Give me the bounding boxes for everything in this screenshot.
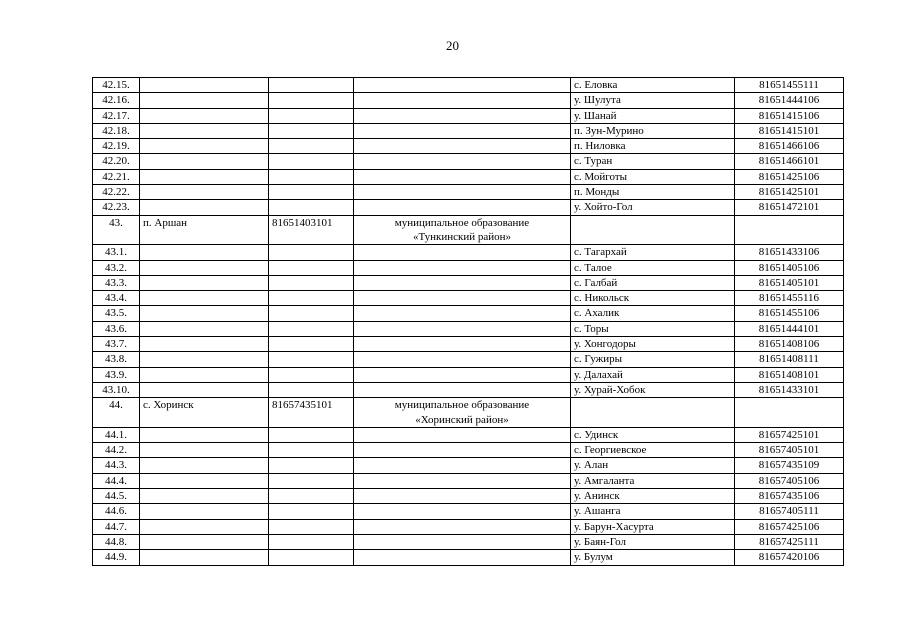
- table-row: [93, 169, 844, 184]
- settlement-oktmo: 81651466101: [735, 154, 844, 169]
- municipal-formation: [354, 473, 571, 488]
- settlement-oktmo: 81651425106: [735, 169, 844, 184]
- settlement-oktmo: 81657405111: [735, 504, 844, 519]
- municipal-formation: [354, 154, 571, 169]
- row-number: 44.7.: [93, 519, 140, 534]
- center-name: [140, 382, 269, 397]
- municipal-formation-line2: «Хоринский район»: [415, 413, 509, 426]
- center-name: [140, 458, 269, 473]
- center-oktmo: [269, 382, 354, 397]
- settlement-name: у. Далахай: [571, 367, 735, 382]
- row-number: 43.: [93, 215, 140, 245]
- settlement-oktmo: 81657405101: [735, 443, 844, 458]
- row-number: 42.16.: [93, 93, 140, 108]
- center-name: [140, 291, 269, 306]
- row-number: 43.2.: [93, 260, 140, 275]
- settlement-oktmo: 81651466106: [735, 139, 844, 154]
- municipal-formation: [354, 123, 571, 138]
- row-number: 44.5.: [93, 489, 140, 504]
- row-number: 44.: [93, 398, 140, 428]
- center-name: п. Аршан: [140, 215, 269, 245]
- table-row: [93, 427, 844, 442]
- center-oktmo: [269, 291, 354, 306]
- table-row: [93, 382, 844, 397]
- table-body: [93, 78, 844, 566]
- municipal-formation: [354, 550, 571, 565]
- table-row: [93, 504, 844, 519]
- row-number: 44.8.: [93, 534, 140, 549]
- center-name: [140, 367, 269, 382]
- municipal-formation: [354, 519, 571, 534]
- municipal-formation: [354, 108, 571, 123]
- settlement-oktmo: 81657405106: [735, 473, 844, 488]
- settlement-oktmo: [735, 215, 844, 245]
- center-oktmo: [269, 245, 354, 260]
- settlement-name: с. Туран: [571, 154, 735, 169]
- center-oktmo: [269, 489, 354, 504]
- settlement-name: п. Монды: [571, 185, 735, 200]
- municipal-formation: [354, 215, 571, 245]
- row-number: 42.21.: [93, 169, 140, 184]
- settlement-oktmo: 81651455116: [735, 291, 844, 306]
- center-oktmo: [269, 185, 354, 200]
- table-row: [93, 291, 844, 306]
- settlement-name: у. Амгаланта: [571, 473, 735, 488]
- center-oktmo: [269, 139, 354, 154]
- center-oktmo: [269, 473, 354, 488]
- center-name: [140, 123, 269, 138]
- table-row: [93, 200, 844, 215]
- center-oktmo: [269, 367, 354, 382]
- center-name: [140, 504, 269, 519]
- municipal-formation: [354, 185, 571, 200]
- settlement-oktmo: [735, 398, 844, 428]
- row-number: 44.1.: [93, 427, 140, 442]
- settlement-oktmo: 81651408106: [735, 337, 844, 352]
- center-name: [140, 427, 269, 442]
- table-row: [93, 275, 844, 290]
- settlement-name: у. Хойто-Гол: [571, 200, 735, 215]
- municipal-formation: [354, 245, 571, 260]
- row-number: 44.2.: [93, 443, 140, 458]
- table-row: [93, 245, 844, 260]
- municipal-formation: [354, 321, 571, 336]
- settlement-oktmo: 81651444101: [735, 321, 844, 336]
- settlement-name: у. Шанай: [571, 108, 735, 123]
- center-name: [140, 154, 269, 169]
- center-oktmo: 81657435101: [269, 398, 354, 428]
- center-name: [140, 473, 269, 488]
- center-name: [140, 275, 269, 290]
- municipal-formation: [354, 367, 571, 382]
- settlement-oktmo: 81651415106: [735, 108, 844, 123]
- settlement-oktmo: 81651425101: [735, 185, 844, 200]
- center-name: [140, 200, 269, 215]
- municipal-formation-line1: муниципальное образование: [394, 399, 530, 412]
- settlement-oktmo: 81651408111: [735, 352, 844, 367]
- settlement-name: [571, 398, 735, 428]
- table-row: [93, 489, 844, 504]
- settlement-name: с. Талое: [571, 260, 735, 275]
- row-number: 43.3.: [93, 275, 140, 290]
- center-name: [140, 185, 269, 200]
- municipal-formation: [354, 427, 571, 442]
- settlement-name: с. Никольск: [571, 291, 735, 306]
- settlement-oktmo: 81657435109: [735, 458, 844, 473]
- table-row: [93, 306, 844, 321]
- center-oktmo: [269, 260, 354, 275]
- settlement-name: у. Хурай-Хобок: [571, 382, 735, 397]
- settlement-name: с. Гужиры: [571, 352, 735, 367]
- settlement-oktmo: 81651444106: [735, 93, 844, 108]
- table-row: [93, 321, 844, 336]
- municipal-formation: [354, 458, 571, 473]
- table-row: [93, 458, 844, 473]
- table-row: [93, 78, 844, 93]
- municipal-formation: [354, 443, 571, 458]
- municipal-formation: [354, 306, 571, 321]
- settlement-oktmo: 81657425111: [735, 534, 844, 549]
- row-number: 44.4.: [93, 473, 140, 488]
- settlement-name: с. Торы: [571, 321, 735, 336]
- row-number: 43.9.: [93, 367, 140, 382]
- center-name: [140, 260, 269, 275]
- table-row: [93, 443, 844, 458]
- municipal-formation: [354, 200, 571, 215]
- row-number: 44.6.: [93, 504, 140, 519]
- center-name: [140, 337, 269, 352]
- center-name: с. Хоринск: [140, 398, 269, 428]
- center-name: [140, 139, 269, 154]
- row-number: 42.22.: [93, 185, 140, 200]
- center-oktmo: [269, 427, 354, 442]
- settlement-name: с. Галбай: [571, 275, 735, 290]
- row-number: 42.17.: [93, 108, 140, 123]
- municipal-formation: [354, 260, 571, 275]
- settlements-table: [92, 77, 844, 566]
- municipal-formation: [354, 398, 571, 428]
- center-oktmo: [269, 504, 354, 519]
- center-name: [140, 169, 269, 184]
- table-row: [93, 367, 844, 382]
- center-oktmo: [269, 108, 354, 123]
- table-row: [93, 93, 844, 108]
- center-oktmo: [269, 458, 354, 473]
- settlement-oktmo: 81651408101: [735, 367, 844, 382]
- municipal-formation: [354, 489, 571, 504]
- table-row: [93, 260, 844, 275]
- table-row-main: [93, 398, 844, 428]
- center-name: [140, 108, 269, 123]
- center-oktmo: [269, 78, 354, 93]
- table-row: [93, 550, 844, 565]
- row-number: 43.10.: [93, 382, 140, 397]
- settlement-name: п. Зун-Мурино: [571, 123, 735, 138]
- settlement-oktmo: 81651455111: [735, 78, 844, 93]
- municipal-formation: [354, 382, 571, 397]
- table-row: [93, 337, 844, 352]
- settlement-name: [571, 215, 735, 245]
- settlement-name: с. Еловка: [571, 78, 735, 93]
- settlement-name: у. Шулута: [571, 93, 735, 108]
- row-number: 43.5.: [93, 306, 140, 321]
- settlement-oktmo: 81657425101: [735, 427, 844, 442]
- center-name: [140, 352, 269, 367]
- table-row: [93, 123, 844, 138]
- settlement-oktmo: 81651472101: [735, 200, 844, 215]
- row-number: 44.9.: [93, 550, 140, 565]
- row-number: 43.6.: [93, 321, 140, 336]
- center-name: [140, 321, 269, 336]
- municipal-formation: [354, 337, 571, 352]
- settlement-name: у. Барун-Хасурта: [571, 519, 735, 534]
- municipal-formation: [354, 291, 571, 306]
- center-oktmo: [269, 123, 354, 138]
- center-name: [140, 245, 269, 260]
- center-name: [140, 306, 269, 321]
- municipal-formation: [354, 352, 571, 367]
- center-oktmo: [269, 275, 354, 290]
- settlement-name: п. Ниловка: [571, 139, 735, 154]
- settlement-name: с. Мойготы: [571, 169, 735, 184]
- center-oktmo: [269, 337, 354, 352]
- settlement-name: у. Баян-Гол: [571, 534, 735, 549]
- municipal-formation: [354, 139, 571, 154]
- settlement-oktmo: 81657425106: [735, 519, 844, 534]
- municipal-formation: [354, 78, 571, 93]
- settlement-oktmo: 81651455106: [735, 306, 844, 321]
- center-oktmo: [269, 169, 354, 184]
- settlement-name: у. Анинск: [571, 489, 735, 504]
- table-row: [93, 139, 844, 154]
- settlement-oktmo: 81657420106: [735, 550, 844, 565]
- center-oktmo: [269, 93, 354, 108]
- municipal-formation: [354, 169, 571, 184]
- center-oktmo: [269, 306, 354, 321]
- row-number: 43.4.: [93, 291, 140, 306]
- settlement-oktmo: 81651405101: [735, 275, 844, 290]
- center-name: [140, 489, 269, 504]
- center-name: [140, 78, 269, 93]
- settlement-name: у. Хонгодоры: [571, 337, 735, 352]
- center-name: [140, 443, 269, 458]
- row-number: 42.23.: [93, 200, 140, 215]
- center-name: [140, 550, 269, 565]
- center-name: [140, 534, 269, 549]
- settlement-oktmo: 81651405106: [735, 260, 844, 275]
- row-number: 42.15.: [93, 78, 140, 93]
- row-number: 42.19.: [93, 139, 140, 154]
- center-name: [140, 519, 269, 534]
- center-oktmo: [269, 519, 354, 534]
- municipal-formation-line1: муниципальное образование: [394, 216, 530, 229]
- center-oktmo: [269, 352, 354, 367]
- center-oktmo: [269, 154, 354, 169]
- table-row: [93, 154, 844, 169]
- settlement-name: с. Тагархай: [571, 245, 735, 260]
- settlement-name: с. Ахалик: [571, 306, 735, 321]
- row-number: 43.1.: [93, 245, 140, 260]
- row-number: 42.20.: [93, 154, 140, 169]
- municipal-formation: [354, 275, 571, 290]
- row-number: 44.3.: [93, 458, 140, 473]
- table-row: [93, 352, 844, 367]
- center-oktmo: [269, 550, 354, 565]
- municipal-formation: [354, 504, 571, 519]
- settlement-oktmo: 81651433101: [735, 382, 844, 397]
- table-row: [93, 534, 844, 549]
- center-oktmo: [269, 534, 354, 549]
- row-number: 43.7.: [93, 337, 140, 352]
- municipal-formation: [354, 93, 571, 108]
- row-number: 42.18.: [93, 123, 140, 138]
- center-oktmo: [269, 200, 354, 215]
- settlement-name: с. Удинск: [571, 427, 735, 442]
- center-oktmo: [269, 321, 354, 336]
- page-number: 20: [446, 38, 459, 53]
- row-number: 43.8.: [93, 352, 140, 367]
- settlement-oktmo: 81651433106: [735, 245, 844, 260]
- settlement-name: у. Булум: [571, 550, 735, 565]
- table-row-main: [93, 215, 844, 245]
- center-oktmo: [269, 443, 354, 458]
- center-oktmo: 81651403101: [269, 215, 354, 245]
- settlement-oktmo: 81651415101: [735, 123, 844, 138]
- settlement-name: с. Георгиевское: [571, 443, 735, 458]
- table-row: [93, 519, 844, 534]
- settlement-name: у. Алан: [571, 458, 735, 473]
- municipal-formation-line2: «Тункинский район»: [412, 230, 512, 243]
- municipal-formation: [354, 534, 571, 549]
- table-row: [93, 108, 844, 123]
- table-row: [93, 185, 844, 200]
- settlement-oktmo: 81657435106: [735, 489, 844, 504]
- settlement-name: у. Ашанга: [571, 504, 735, 519]
- center-name: [140, 93, 269, 108]
- table-row: [93, 473, 844, 488]
